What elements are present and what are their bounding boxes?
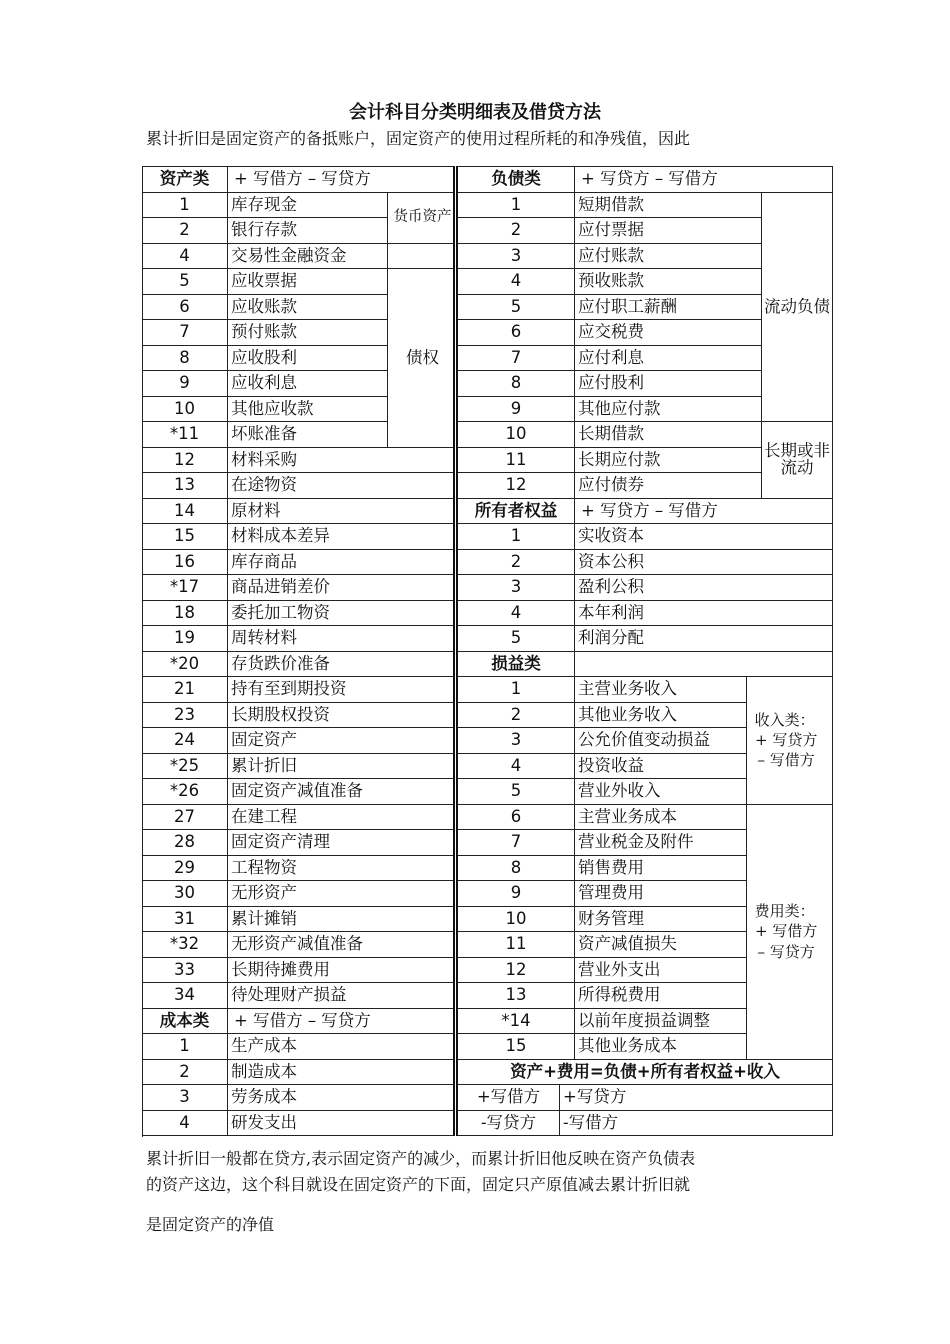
- account-name: 其他应收款: [228, 397, 388, 423]
- group-rule-line: 收入类：: [754, 710, 815, 729]
- account-number: 5: [142, 269, 228, 295]
- account-name: 生产成本: [228, 1034, 458, 1060]
- account-number: 14: [142, 499, 228, 525]
- account-number: 1: [142, 193, 228, 219]
- equity-header: 所有者权益: [458, 499, 575, 525]
- account-name: 原材料: [228, 499, 458, 525]
- account-name: 交易性金融资金: [228, 244, 388, 270]
- account-name: 资本公积: [575, 550, 833, 576]
- account-number: 2: [142, 218, 228, 244]
- account-number: 15: [458, 1034, 575, 1060]
- account-number: *17: [142, 575, 228, 601]
- account-name: 其他业务收入: [575, 703, 747, 729]
- account-name: 应收账款: [228, 295, 388, 321]
- account-number: *20: [142, 652, 228, 678]
- account-number: 12: [142, 448, 228, 474]
- account-number: 24: [142, 728, 228, 754]
- account-name: 材料成本差异: [228, 524, 458, 550]
- equation-debit-minus: -写借方: [560, 1111, 833, 1137]
- account-name: 主营业务收入: [575, 677, 747, 703]
- assets-rule-note: + 写借方 – 写贷方: [228, 167, 458, 193]
- account-number: 5: [458, 779, 575, 805]
- account-name: 其他业务成本: [575, 1034, 747, 1060]
- account-name: 无形资产: [228, 881, 458, 907]
- empty-cell: [388, 244, 458, 270]
- group-income: [747, 677, 833, 805]
- account-name: 工程物资: [228, 856, 458, 882]
- account-number: 34: [142, 983, 228, 1009]
- account-name: 公允价值变动损益: [575, 728, 747, 754]
- account-name: 持有至到期投资: [228, 677, 458, 703]
- account-number: *26: [142, 779, 228, 805]
- assets-header: 资产类: [142, 167, 228, 193]
- account-name: 库存现金: [228, 193, 388, 219]
- account-number: 33: [142, 958, 228, 984]
- group-claims: 债权: [388, 269, 458, 448]
- account-number: 16: [142, 550, 228, 576]
- account-name: 委托加工物资: [228, 601, 458, 627]
- account-name: 营业外收入: [575, 779, 747, 805]
- account-number: 18: [142, 601, 228, 627]
- account-number: *32: [142, 932, 228, 958]
- account-number: 6: [458, 805, 575, 831]
- account-name: 营业外支出: [575, 958, 747, 984]
- account-number: 27: [142, 805, 228, 831]
- account-number: 7: [142, 320, 228, 346]
- intro-text: 累计折旧是固定资产的备抵账户，固定资产的使用过程所耗的和净残值，因此: [146, 129, 691, 148]
- account-number: 8: [458, 371, 575, 397]
- account-number: 8: [142, 346, 228, 372]
- account-number: 3: [458, 244, 575, 270]
- account-number: 4: [458, 754, 575, 780]
- account-name: 应付职工薪酬: [575, 295, 762, 321]
- account-number: 6: [142, 295, 228, 321]
- account-name: 固定资产清理: [228, 830, 458, 856]
- group-rule-line: + 写借方: [755, 922, 818, 941]
- account-number: 21: [142, 677, 228, 703]
- account-name: 预付账款: [228, 320, 388, 346]
- account-name: 本年利润: [575, 601, 833, 627]
- account-number: *25: [142, 754, 228, 780]
- account-name: 累计摊销: [228, 907, 458, 933]
- account-name: 资产减值损失: [575, 932, 747, 958]
- account-number: 13: [142, 473, 228, 499]
- account-number: 12: [458, 958, 575, 984]
- account-name: 应交税费: [575, 320, 762, 346]
- account-name: 投资收益: [575, 754, 747, 780]
- account-number: 31: [142, 907, 228, 933]
- account-number: 23: [142, 703, 228, 729]
- equation-credit-minus: -写贷方: [458, 1111, 560, 1137]
- account-number: 12: [458, 473, 575, 499]
- account-number: 3: [458, 728, 575, 754]
- group-expense: [747, 805, 833, 1060]
- account-name: 应收利息: [228, 371, 388, 397]
- account-name: 长期股权投资: [228, 703, 458, 729]
- account-number: 10: [142, 397, 228, 423]
- account-name: 盈利公积: [575, 575, 833, 601]
- account-number: 8: [458, 856, 575, 882]
- account-name: 制造成本: [228, 1060, 458, 1086]
- profit-loss-header: 损益类: [458, 652, 575, 678]
- account-number: 10: [458, 422, 575, 448]
- account-number: 7: [458, 346, 575, 372]
- liabilities-header: 负债类: [458, 167, 575, 193]
- account-number: 1: [458, 677, 575, 703]
- account-number: 29: [142, 856, 228, 882]
- account-name: 存货跌价准备: [228, 652, 458, 678]
- group-rule-line: – 写贷方: [757, 942, 815, 961]
- account-number: 9: [142, 371, 228, 397]
- account-number: 2: [142, 1060, 228, 1086]
- account-number: 19: [142, 626, 228, 652]
- account-name: 商品进销差价: [228, 575, 458, 601]
- account-name: 长期借款: [575, 422, 762, 448]
- account-name: 预收账款: [575, 269, 762, 295]
- account-number: 7: [458, 830, 575, 856]
- account-number: 11: [458, 448, 575, 474]
- account-name: 固定资产: [228, 728, 458, 754]
- account-name: 无形资产减值准备: [228, 932, 458, 958]
- account-number: 9: [458, 397, 575, 423]
- account-name: 在途物资: [228, 473, 458, 499]
- account-number: 4: [458, 601, 575, 627]
- account-number: 1: [458, 193, 575, 219]
- group-money-assets: 货币资产: [388, 193, 458, 244]
- account-name: 应付债券: [575, 473, 762, 499]
- account-name: 营业税金及附件: [575, 830, 747, 856]
- account-number: 1: [458, 524, 575, 550]
- account-name: 在建工程: [228, 805, 458, 831]
- account-number: 6: [458, 320, 575, 346]
- account-number: 11: [458, 932, 575, 958]
- accounting-equation: 资产+费用=负债+所有者权益+收入: [458, 1060, 833, 1086]
- account-number: 30: [142, 881, 228, 907]
- account-name: 研发支出: [228, 1111, 458, 1137]
- account-name: 累计折旧: [228, 754, 458, 780]
- group-noncurrent-liabilities: 长期或非流动: [762, 422, 833, 499]
- account-number: *11: [142, 422, 228, 448]
- footer-line-2: 的资产这边，这个科目就设在固定资产的下面，固定只产原值减去累计折旧就: [146, 1175, 691, 1194]
- account-name: 库存商品: [228, 550, 458, 576]
- account-name: 财务管理: [575, 907, 747, 933]
- account-number: 28: [142, 830, 228, 856]
- account-number: 4: [458, 269, 575, 295]
- account-name: 管理费用: [575, 881, 747, 907]
- account-name: 劳务成本: [228, 1085, 458, 1111]
- equity-rule-note: + 写贷方 – 写借方: [575, 499, 833, 525]
- account-name: 周转材料: [228, 626, 458, 652]
- group-current-liabilities: 流动负债: [762, 193, 833, 423]
- double-divider: [453, 166, 458, 1136]
- liabilities-rule-note: + 写贷方 – 写借方: [575, 167, 833, 193]
- account-number: 3: [142, 1085, 228, 1111]
- account-name: 银行存款: [228, 218, 388, 244]
- account-name: 以前年度损益调整: [575, 1009, 747, 1035]
- account-number: 4: [142, 1111, 228, 1137]
- account-name: 应付票据: [575, 218, 762, 244]
- account-name: 固定资产减值准备: [228, 779, 458, 805]
- account-name: 主营业务成本: [575, 805, 747, 831]
- account-number: 3: [458, 575, 575, 601]
- account-name: 应付利息: [575, 346, 762, 372]
- group-rule-line: – 写借方: [757, 751, 815, 770]
- account-number: 5: [458, 626, 575, 652]
- account-name: 长期应付款: [575, 448, 762, 474]
- document-title: 会计科目分类明细表及借贷方法: [349, 102, 601, 123]
- account-number: 2: [458, 218, 575, 244]
- account-number: 5: [458, 295, 575, 321]
- account-number: 10: [458, 907, 575, 933]
- account-number: 15: [142, 524, 228, 550]
- account-name: 应付股利: [575, 371, 762, 397]
- account-name: 其他应付款: [575, 397, 762, 423]
- account-number: 9: [458, 881, 575, 907]
- equation-credit-plus: +写贷方: [560, 1085, 833, 1111]
- footer-line-3: 是固定资产的净值: [146, 1215, 275, 1234]
- account-name: 应收股利: [228, 346, 388, 372]
- account-number: *14: [458, 1009, 575, 1035]
- account-number: 1: [142, 1034, 228, 1060]
- equation-debit-plus: +写借方: [458, 1085, 560, 1111]
- account-name: 应付账款: [575, 244, 762, 270]
- account-name: 长期待摊费用: [228, 958, 458, 984]
- account-name: 坏账准备: [228, 422, 388, 448]
- empty-cell: [575, 652, 833, 678]
- cost-rule-note: + 写借方 – 写贷方: [228, 1009, 458, 1035]
- account-number: 2: [458, 703, 575, 729]
- account-name: 销售费用: [575, 856, 747, 882]
- account-name: 短期借款: [575, 193, 762, 219]
- account-name: 实收资本: [575, 524, 833, 550]
- account-name: 材料采购: [228, 448, 458, 474]
- group-rule-line: + 写贷方: [755, 731, 818, 750]
- footer-line-1: 累计折旧一般都在贷方,表示固定资产的减少，而累计折旧他反映在资产负债表: [146, 1149, 696, 1168]
- account-name: 应收票据: [228, 269, 388, 295]
- group-rule-line: 费用类：: [754, 902, 815, 921]
- account-number: 2: [458, 550, 575, 576]
- account-name: 利润分配: [575, 626, 833, 652]
- account-name: 待处理财产损益: [228, 983, 458, 1009]
- account-name: 所得税费用: [575, 983, 747, 1009]
- cost-header: 成本类: [142, 1009, 228, 1035]
- account-number: 4: [142, 244, 228, 270]
- account-number: 13: [458, 983, 575, 1009]
